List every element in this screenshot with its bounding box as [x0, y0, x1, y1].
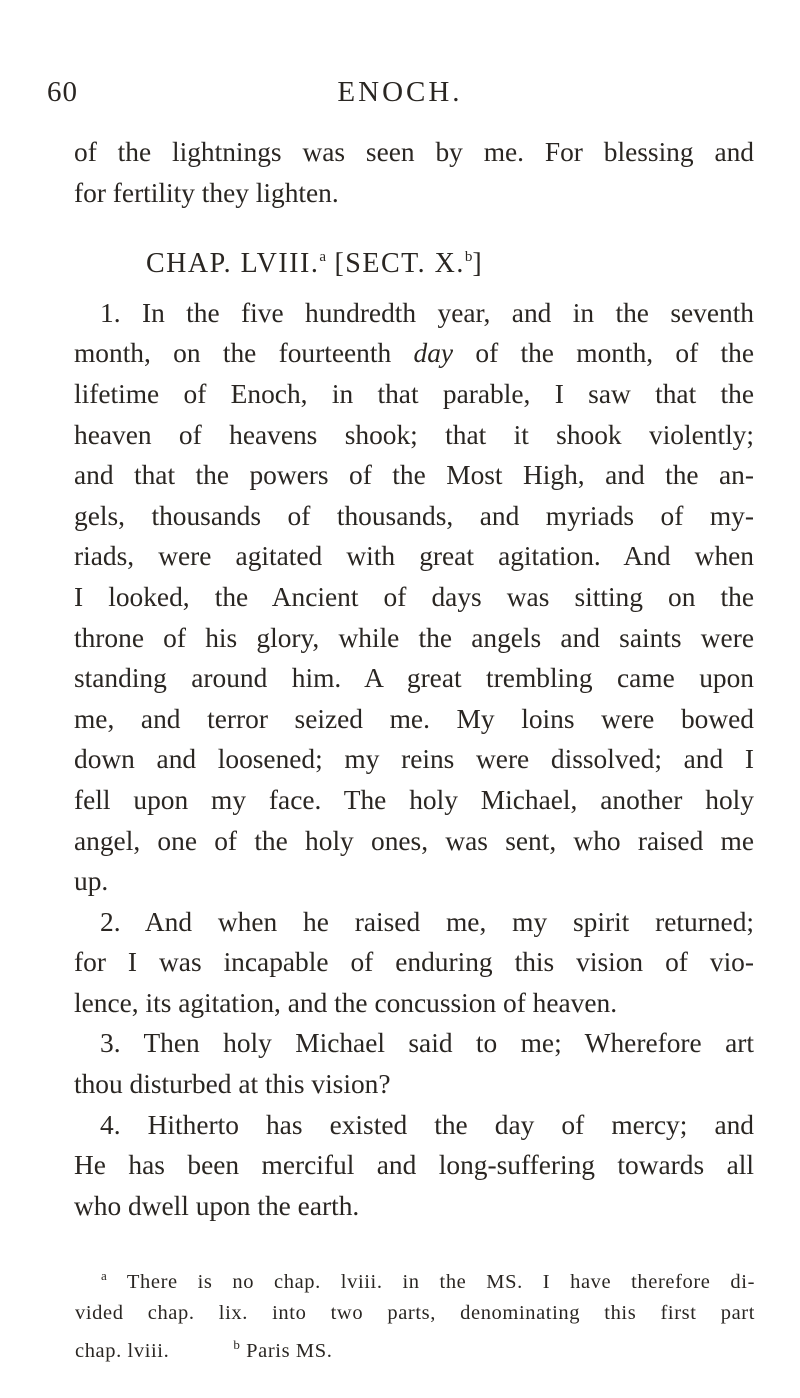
- chapter-heading: [74, 237, 754, 285]
- italic-word: day: [413, 338, 454, 369]
- main-text: [74, 132, 754, 1226]
- footnote-text: chap. lviii.: [75, 1340, 170, 1362]
- footnote-marker-a: a: [101, 1268, 108, 1283]
- text-line: riads, were agitated with great agitation. And when: [74, 541, 754, 572]
- footnote-ref-b: b: [464, 249, 473, 266]
- text-line: [74, 333, 754, 374]
- text-line: lifetime of Enoch, in that parable, I saw that the: [74, 378, 754, 409]
- text-line: He has been merciful and long-suffering towards all: [74, 1150, 754, 1181]
- footnote-marker-b: b: [233, 1337, 241, 1352]
- text-line: down and loosened; my reins were dissolved; and I: [74, 744, 754, 775]
- text-span: of the month, of the: [453, 338, 754, 369]
- page-number: 60: [47, 76, 78, 108]
- section-label: [SECT. X.: [334, 248, 465, 280]
- text-line: thou disturbed at this vision?: [74, 1069, 391, 1100]
- verse-1: [74, 293, 754, 902]
- text-line: up.: [74, 866, 109, 897]
- text-line: gels, thousands of thousands, and myriads of my-: [74, 500, 754, 531]
- text-line: 3. Then holy Michael said to me; Wherefore art: [100, 1028, 754, 1059]
- text-line: 4. Hitherto has existed the day of mercy; and: [100, 1109, 754, 1140]
- text-span: month, on the fourteenth: [74, 338, 414, 369]
- text-line: I looked, the Ancient of days was sitting on the: [74, 581, 754, 612]
- text-line: throne of his glory, while the angels and saints were: [74, 622, 754, 653]
- text-line: angel, one of the holy ones, was sent, who raised me: [74, 825, 754, 856]
- footnote-line: [75, 1329, 755, 1367]
- text-line: fell upon my face. The holy Michael, another holy: [74, 784, 754, 815]
- text-line: of the lightnings was seen by me. For blessing and: [74, 137, 754, 167]
- footnote-text: Paris MS.: [240, 1340, 333, 1362]
- text-line: for fertility they lighten.: [74, 177, 339, 208]
- text-line: who dwell upon the earth.: [74, 1190, 360, 1221]
- text-line: 1. In the five hundredth year, and in the seventh: [100, 297, 754, 328]
- text-line: lence, its agitation, and the concussion of heaven.: [74, 987, 618, 1018]
- text-line: me, and terror seized me. My loins were bowed: [74, 703, 754, 734]
- footnote-ref-a: a: [319, 249, 326, 266]
- footnote-line: vided chap. lix. into two parts, denominating this first part: [75, 1302, 755, 1324]
- text-line: 2. And when he raised me, my spirit returned;: [100, 906, 754, 937]
- chapter-label: CHAP. LVIII.: [146, 248, 320, 280]
- verse-3: [74, 1023, 754, 1104]
- running-title: ENOCH.: [337, 76, 463, 108]
- footnote-text: There is no chap. lviii. in the MS. I have therefore di-: [107, 1271, 755, 1293]
- section-bracket: ]: [472, 248, 484, 280]
- text-line: standing around him. A great trembling came upon: [74, 663, 754, 694]
- footnotes: [75, 1260, 755, 1367]
- verse-2: [74, 902, 754, 1024]
- text-line: for I was incapable of enduring this vision of vio-: [74, 947, 754, 978]
- footnote-line: [75, 1260, 755, 1298]
- verse-4: [74, 1105, 754, 1227]
- text-line: heaven of heavens shook; that it shook violently;: [74, 419, 754, 450]
- page-header: [0, 76, 800, 116]
- text-line: and that the powers of the Most High, and the an-: [74, 460, 754, 491]
